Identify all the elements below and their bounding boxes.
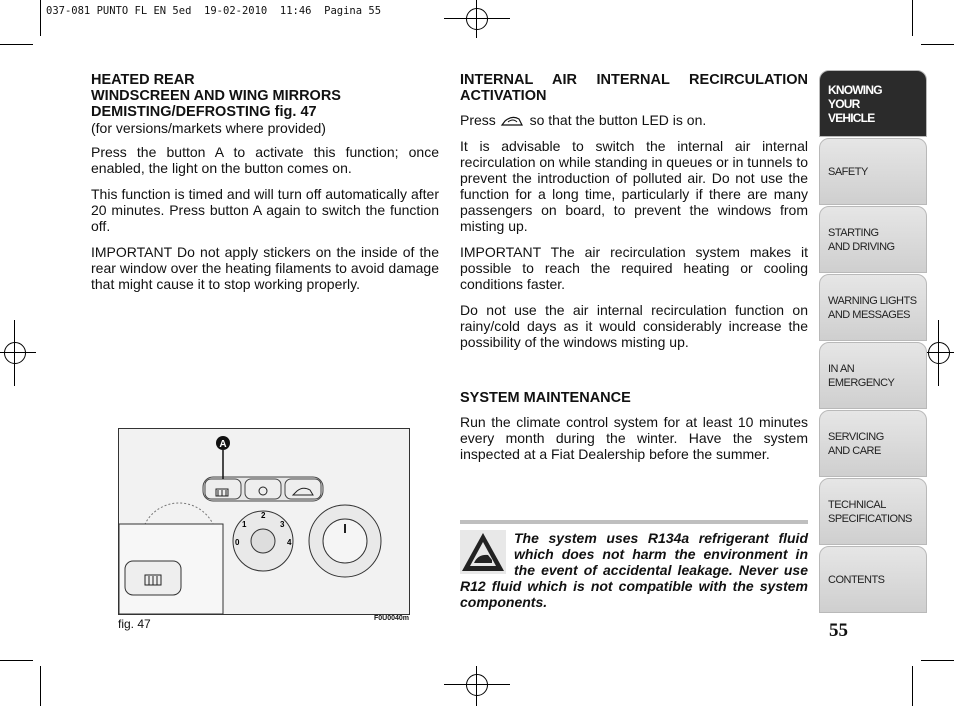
paragraph: It is advisable to switch the internal air internal recirculation on while standing in queues or in tunnels to prevent the introduction of polluted air. Do not use the function for a long time, particularly if there are many passengers on board, to prevent the windows from misting up. bbox=[460, 138, 808, 234]
page-number: 55 bbox=[829, 620, 848, 641]
crop-mark bbox=[40, 0, 41, 36]
tab-starting-and-driving[interactable]: STARTING AND DRIVING bbox=[819, 206, 927, 273]
tab-contents[interactable]: CONTENTS bbox=[819, 546, 927, 613]
figure-47 bbox=[118, 428, 410, 615]
dial-number: 1 bbox=[242, 520, 247, 529]
crop-mark bbox=[0, 44, 33, 45]
registration-mark bbox=[476, 0, 477, 38]
press-instruction bbox=[460, 112, 808, 128]
warning-triangle-icon bbox=[460, 530, 506, 574]
crop-mark bbox=[921, 660, 954, 661]
print-header: 037-081 PUNTO FL EN 5ed 19-02-2010 11:46 Pagina 55 bbox=[46, 5, 382, 17]
registration-mark bbox=[14, 320, 15, 386]
registration-mark bbox=[476, 666, 477, 706]
crop-mark bbox=[40, 666, 41, 706]
tab-warning-lights[interactable]: WARNING LIGHTS AND MESSAGES bbox=[819, 274, 927, 341]
press-label: so that the button LED is on. bbox=[529, 112, 707, 128]
section-heading: DEMISTING/DEFROSTING fig. 47 bbox=[91, 104, 317, 120]
crop-mark bbox=[0, 660, 33, 661]
paragraph: This function is timed and will turn off automatically after 20 minutes. Press button A again to switch the function off. bbox=[91, 186, 439, 234]
right-column bbox=[460, 72, 808, 472]
registration-mark bbox=[466, 8, 488, 30]
paragraph: Do not use the air internal recirculation function on rainy/cold days as it would considerably increase the possibility of the windows misting up. bbox=[460, 302, 808, 350]
paragraph: IMPORTANT Do not apply stickers on the inside of the rear window over the heating filaments to avoid damage that might cause it to stop working properly. bbox=[91, 244, 439, 292]
tab-in-an-emergency[interactable]: IN AN EMERGENCY bbox=[819, 342, 927, 409]
figure-caption: fig. 47 bbox=[118, 617, 151, 631]
dial-number: 2 bbox=[261, 511, 266, 520]
figure-code: F0U0040m bbox=[374, 615, 410, 622]
section-heading: WINDSCREEN AND WING MIRRORS bbox=[91, 88, 341, 104]
paragraph: IMPORTANT The air recirculation system makes it possible to reach the required heating or cooling conditions faster. bbox=[460, 244, 808, 292]
crop-mark bbox=[912, 666, 913, 706]
registration-mark bbox=[4, 342, 26, 364]
registration-mark bbox=[928, 342, 950, 364]
registration-mark bbox=[0, 352, 36, 353]
climate-control-illustration bbox=[119, 429, 409, 614]
registration-mark bbox=[444, 684, 510, 685]
section-heading: HEATED REAR bbox=[91, 72, 195, 88]
crop-mark bbox=[912, 0, 913, 36]
recirculation-button bbox=[285, 479, 321, 499]
registration-mark bbox=[938, 320, 939, 386]
availability-note: (for versions/markets where provided) bbox=[91, 120, 326, 136]
section-heading: INTERNAL AIR INTERNAL RECIRCULATION ACTIVATION bbox=[460, 72, 808, 104]
dial-number: 4 bbox=[287, 538, 292, 547]
section-heading: SYSTEM MAINTENANCE bbox=[460, 390, 631, 406]
dial-number: 3 bbox=[280, 520, 285, 529]
tab-safety[interactable]: SAFETY bbox=[819, 138, 927, 205]
chapter-tabs bbox=[819, 70, 927, 614]
ac-button bbox=[245, 479, 281, 499]
callout-a: A bbox=[219, 439, 227, 450]
press-label: Press bbox=[460, 112, 496, 128]
paragraph: Run the climate control system for at least 10 minutes every month during the winter. Have the system inspected at a Fiat Dealership before the summer. bbox=[460, 414, 808, 462]
recirculation-icon bbox=[500, 115, 526, 127]
rear-defrost-button bbox=[205, 479, 241, 499]
tab-servicing-and-care[interactable]: SERVICING AND CARE bbox=[819, 410, 927, 477]
tab-technical-specifications[interactable]: TECHNICAL SPECIFICATIONS bbox=[819, 478, 927, 545]
left-column bbox=[91, 72, 439, 302]
warning-text: The system uses R134a refrigerant fluid which does not harm the environment in the event of accidental leakage. Never use R12 fluid which is not compatible with the system components. bbox=[460, 530, 808, 610]
registration-mark bbox=[444, 18, 510, 19]
tab-knowing-your-vehicle[interactable]: KNOWING YOUR VEHICLE bbox=[819, 70, 927, 137]
dial-number: 0 bbox=[235, 538, 240, 547]
registration-mark bbox=[466, 674, 488, 696]
paragraph: Press the button A to activate this function; once enabled, the light on the button comes on. bbox=[91, 144, 439, 176]
warning-box bbox=[460, 520, 808, 610]
crop-mark bbox=[921, 44, 954, 45]
